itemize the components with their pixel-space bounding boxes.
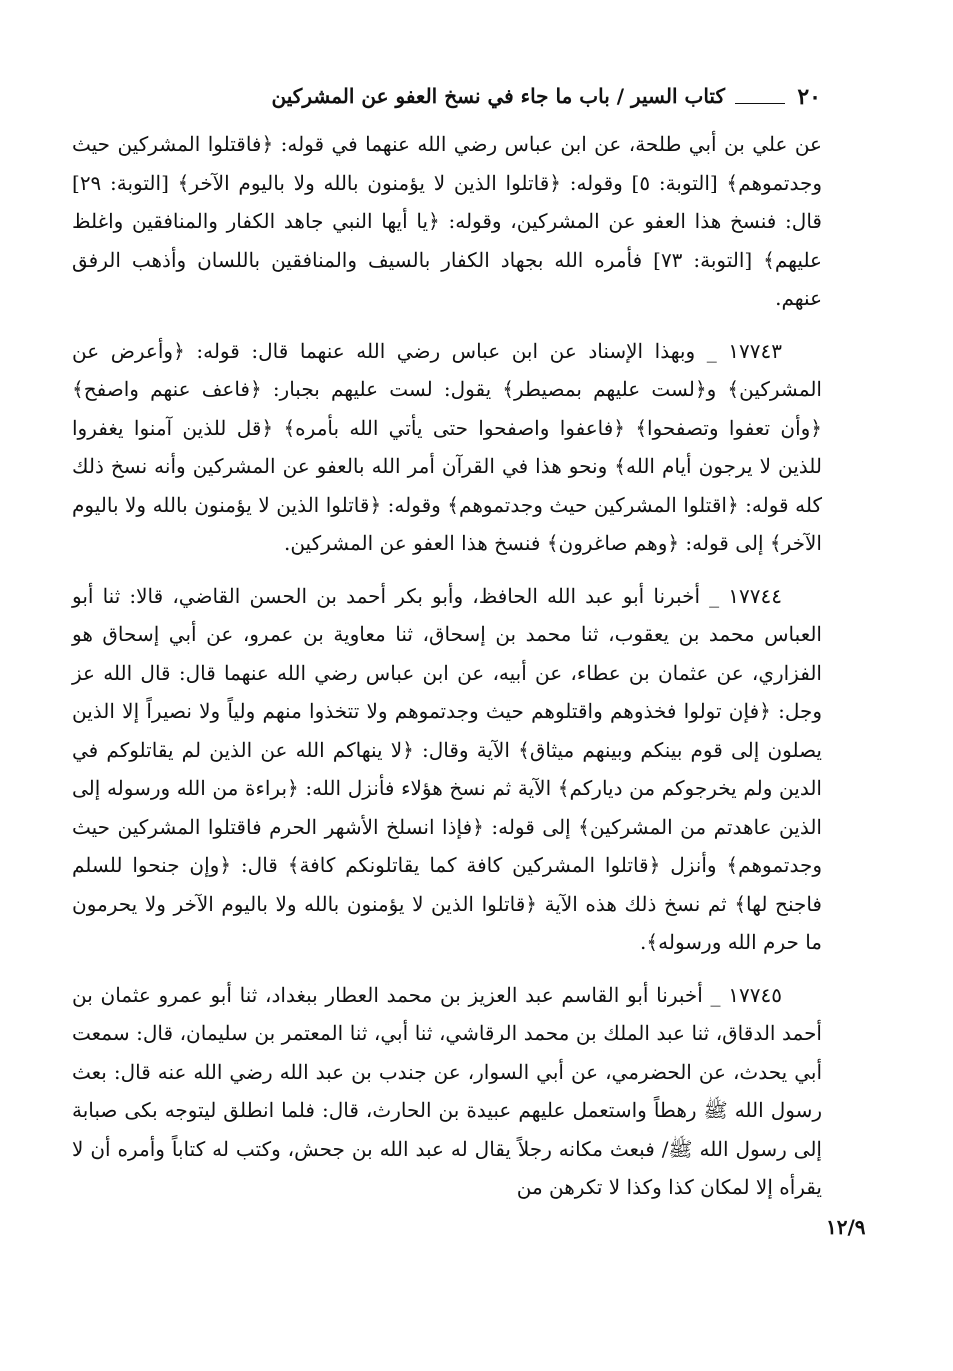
margin-reference: ١٢/٩ [826,1215,866,1239]
paragraph-1: عن علي بن أبي طلحة، عن ابن عباس رضي الله عنهما في قوله: ﴿فاقتلوا المشركين حيث وجدتموهم﴾ [التوبة: ٥] وقوله: ﴿قاتلوا الذين لا يؤمنون بالله ولا باليوم الآخر﴾ [التوبة: ٢٩] قال: فنسخ هذا العفو عن المشركين، وقوله: ﴿يا أيها النبي جاهد الكفار والمنافقين واغلظ عليهم﴾ [التوبة: ٧٣] فأمره الله بجهاد الكفار بالسيف والمنافقين باللسان وأذهب الرفق عنهم. [72,132,822,310]
paragraph-17744: ١٧٧٤٤ _ أخبرنا أبو عبد الله الحافظ، وأبو بكر أحمد بن الحسن القاضي، قالا: ثنا أبو العباس محمد بن يعقوب، ثنا محمد بن إسحاق، ثنا معاوية بن عمرو، عن أبي إسحاق هو الفزاري، عن عثمان بن عطاء، عن أبيه، عن ابن عباس رضي الله عنهما قال: قال الله عز وجل: ﴿فإن تولوا فخذوهم واقتلوهم حيث وجدتموهم ولا تتخذوا منهم ولياً ولا نصيراً إلا الذين يصلون إلى قوم بينكم وبينهم ميثاق﴾ الآية وقال: ﴿لا ينهاكم الله عن الذين لم يقاتلوكم في الدين ولم يخرجوكم من دياركم﴾ الآية ثم نسخ هؤلاء فأنزل الله: ﴿براءة من الله ورسوله إلى الذين عاهدتم من المشركين﴾ إلى قوله: ﴿فإذا انسلخ الأشهر الحرم فاقتلوا المشركين حيث وجدتموهم﴾ وأنزل ﴿قاتلوا المشركين كافة كما يقاتلونكم كافة﴾ قال: ﴿وإن جنحوا للسلم فاجنح لها﴾ ثم نسخ ذلك هذه الآية ﴿قاتلوا الذين لا يؤمنون بالله ولا باليوم الآخر ولا يحرمون ما حرم الله ورسوله﴾. [72,583,822,954]
header-rule [735,103,785,104]
running-title: كتاب السير / باب ما جاء في نسخ العفو عن المشركين [271,84,725,108]
paragraph-17745: ١٧٧٤٥ _ أخبرنا أبو القاسم عبد العزيز بن محمد العطار ببغداد، ثنا أبو عمرو عثمان بن أحمد الدقاق، ثنا عبد الملك بن محمد الرقاشي، ثنا أبي، ثنا المعتمر بن سليمان، قال: سمعت أبي يحدث، عن الحضرمي، عن أبي السوار، عن جندب بن عبد الله رضي الله عنه قال: بعث رسول الله ﷺ رهطاً واستعمل عليهم عبيدة بن الحارث، قال: فلما انطلق ليتوجه بكى صبابة إلى رسول الله ﷺ/ فبعث مكانه رجلاً يقال له عبد الله بن جحش، وكتب له كتاباً وأمره أن لا يقرأه إلا لمكان كذا وكذا لا تكرهن من [72,982,822,1199]
page-number: ٢٠ [797,84,821,110]
running-header [60,80,825,114]
paragraph-17743: ١٧٧٤٣ _ وبهذا الإسناد عن ابن عباس رضي الله عنهما قال: قوله: ﴿وأعرض عن المشركين﴾ و﴿لست عليهم بمصيطر﴾ يقول: لست عليهم بجبار: ﴿فاعف عنهم واصفح﴾ ﴿وأن تعفوا وتصفحوا﴾ ﴿فاعفوا واصفحوا حتى يأتي الله بأمره﴾ ﴿قل للذين آمنوا يغفروا للذين لا يرجون أيام الله﴾ ونحو هذا في القرآن أمر الله بالعفو عن المشركين وأنه نسخ ذلك كله قوله: ﴿اقتلوا المشركين حيث وجدتموهم﴾ وقوله: ﴿قاتلوا الذين لا يؤمنون بالله ولا باليوم الآخر﴾ إلى قوله: ﴿وهم صاغرون﴾ فنسخ هذا العفو عن المشركين. [72,338,822,555]
body-text [72,125,822,1207]
